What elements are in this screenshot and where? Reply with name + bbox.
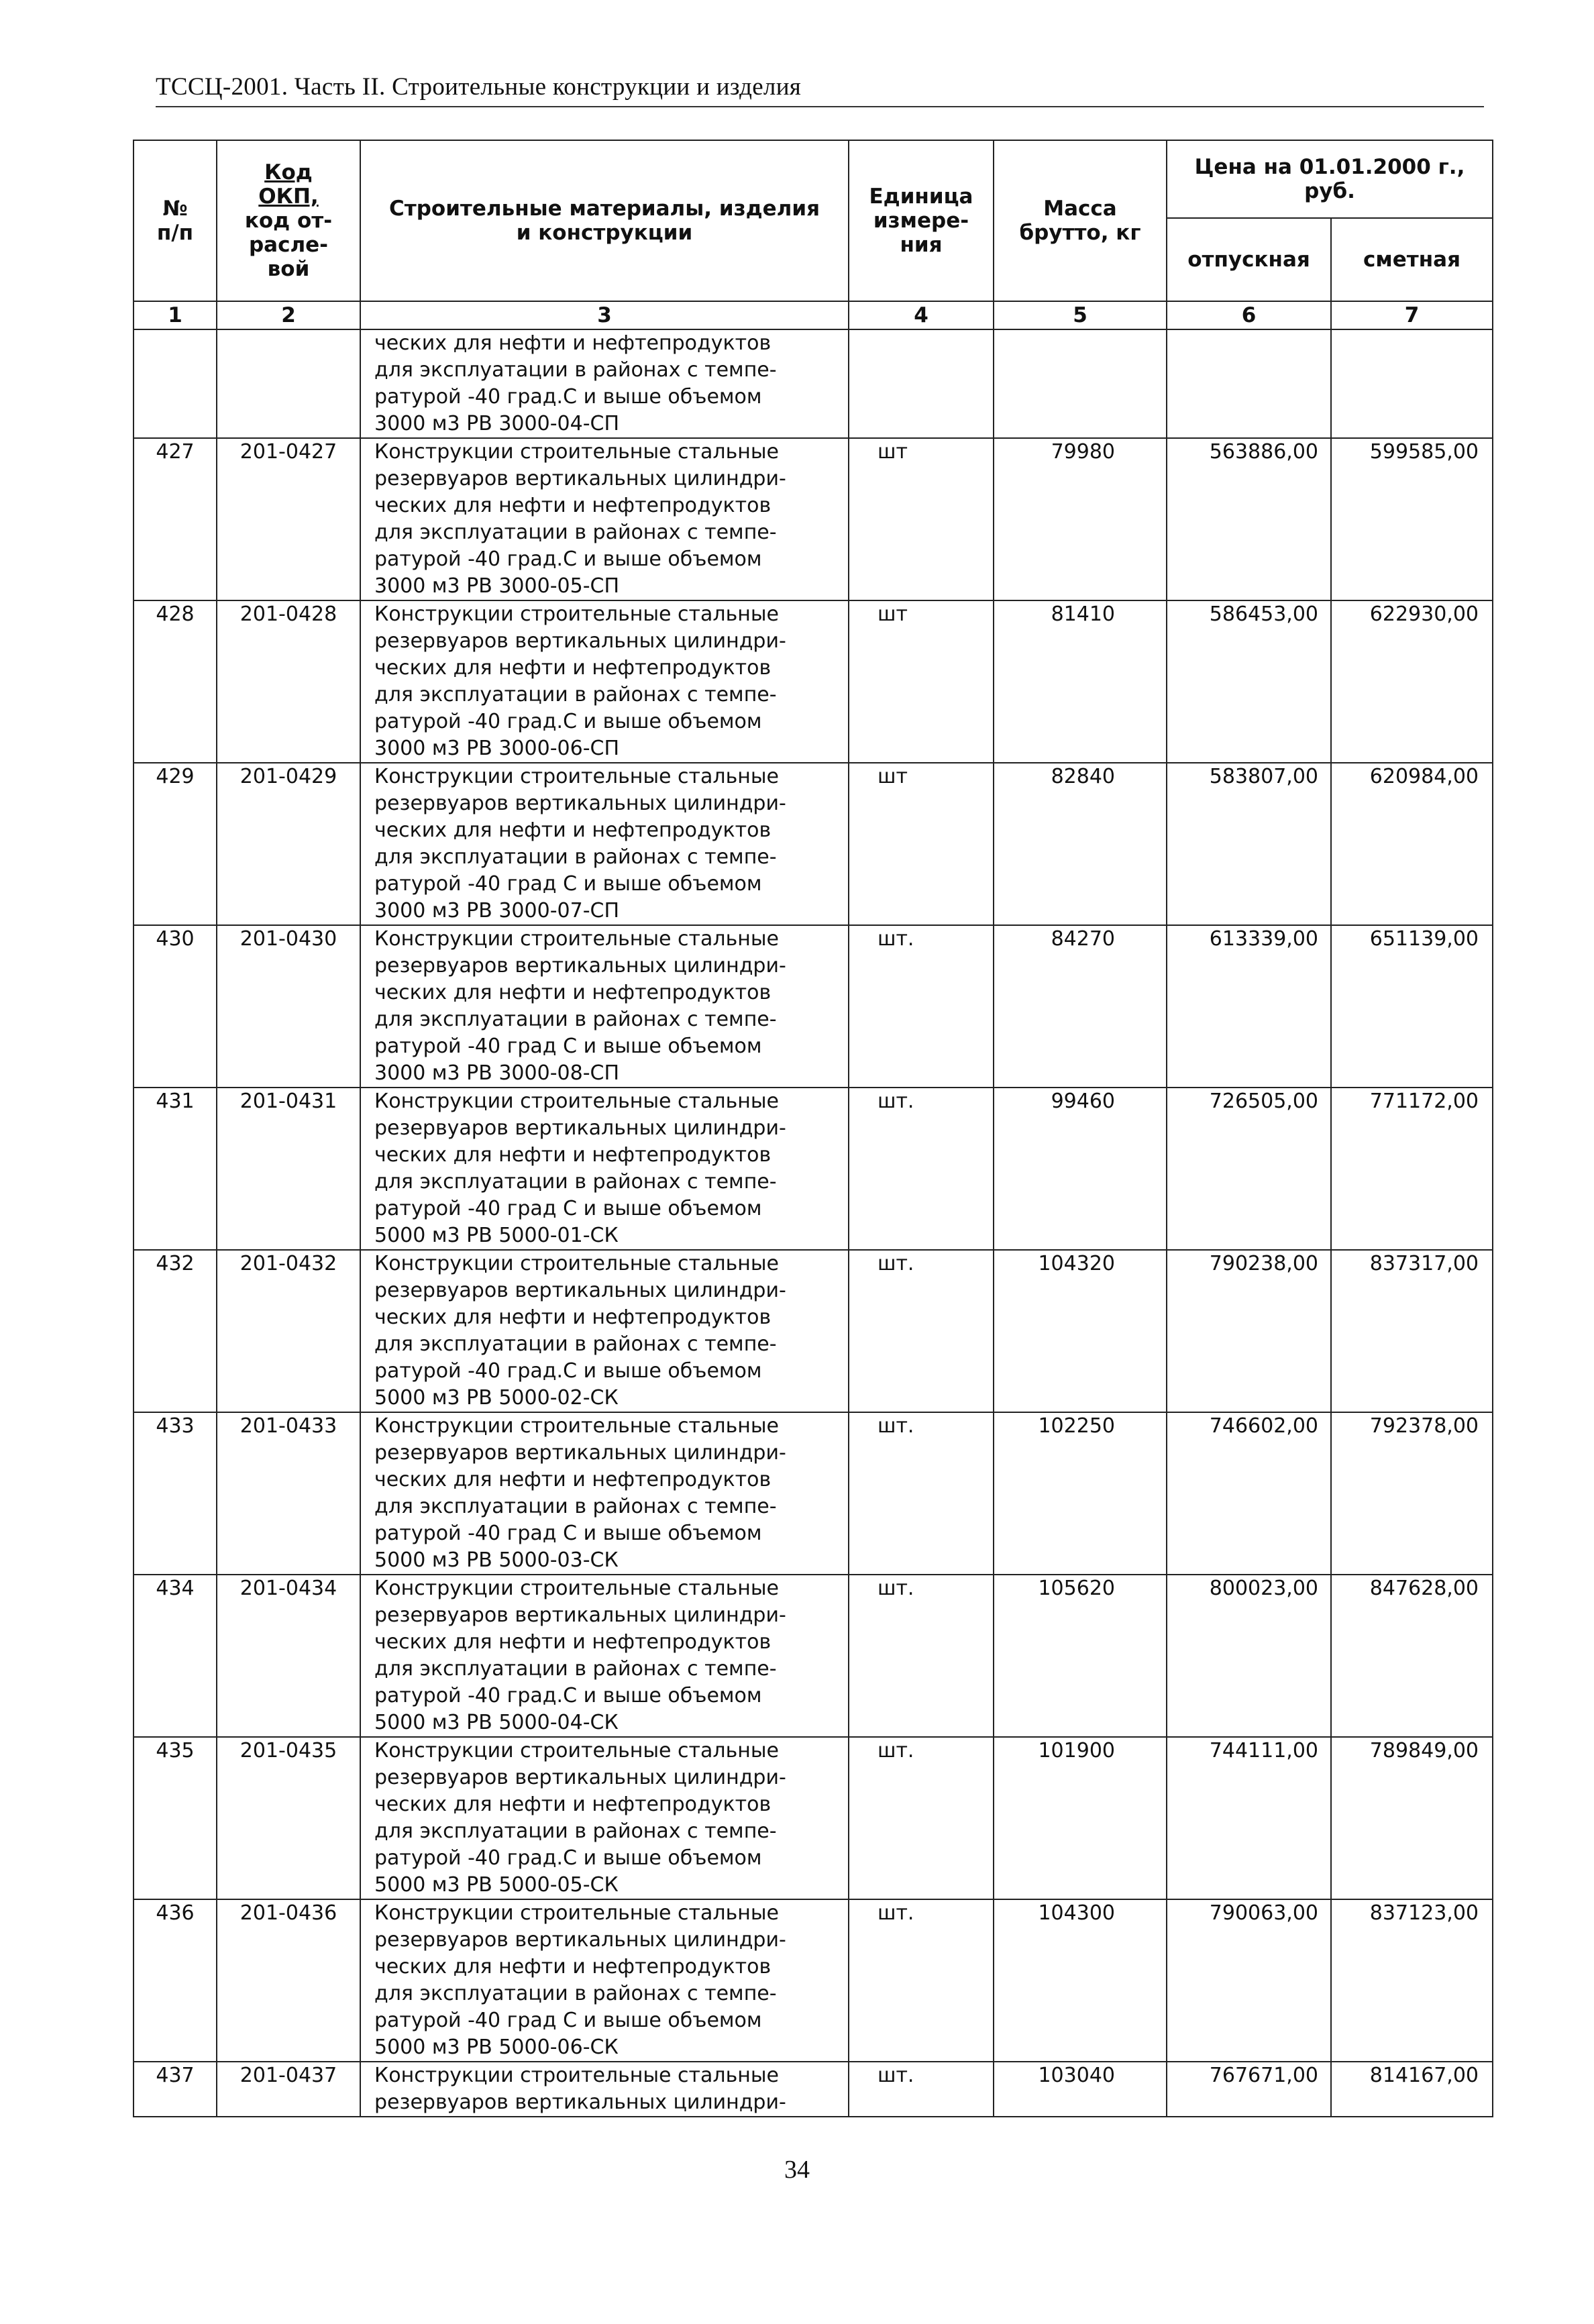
- description-line: ческих для нефти и нефтепродуктов: [374, 981, 772, 1004]
- table-row: [134, 1575, 1493, 1737]
- cell-unit: шт.: [849, 2062, 994, 2117]
- description-line: Конструкции строительные стальные: [374, 765, 780, 788]
- cell-mass: 104300: [994, 1899, 1167, 2062]
- description-line: ратурой -40 град С и выше объемом: [374, 1035, 762, 1058]
- description-line: резервуаров вертикальных цилиндри-: [374, 1279, 786, 1302]
- table-row: [134, 1737, 1493, 1899]
- description-line: ратурой -40 град.С и выше объемом: [374, 1359, 762, 1383]
- description-line: для эксплуатации в районах с темпе-: [374, 845, 777, 869]
- cell-price-estimate: 837317,00: [1331, 1250, 1493, 1412]
- description-line: 3000 м3 РВ 3000-08-СП: [374, 1061, 620, 1085]
- description-line: 5000 м3 РВ 5000-06-СК: [374, 2036, 619, 2059]
- cell-description: [360, 2062, 849, 2117]
- cell-code: 201-0432: [217, 1250, 360, 1412]
- description-line: 3000 м3 РВ 3000-04-СП: [374, 412, 620, 435]
- column-number-row: [134, 301, 1493, 329]
- column-number: 1: [134, 301, 217, 329]
- description-line: резервуаров вертикальных цилиндри-: [374, 1116, 786, 1140]
- cell-price-estimate: 622930,00: [1331, 600, 1493, 763]
- cell-num: 427: [134, 438, 217, 600]
- description-line: Конструкции строительные стальные: [374, 440, 780, 464]
- description-line: резервуаров вертикальных цилиндри-: [374, 1928, 786, 1952]
- description-line: Конструкции строительные стальные: [374, 1090, 780, 1113]
- cell-price-release: [1167, 329, 1331, 438]
- table-row: [134, 763, 1493, 925]
- cell-num: 433: [134, 1412, 217, 1575]
- cell-num: [134, 329, 217, 438]
- header-rule: [156, 106, 1484, 107]
- cell-price-release: 790238,00: [1167, 1250, 1331, 1412]
- cell-price-release: 746602,00: [1167, 1412, 1331, 1575]
- cell-code: 201-0437: [217, 2062, 360, 2117]
- description-line: резервуаров вертикальных цилиндри-: [374, 954, 786, 978]
- description-line: 3000 м3 РВ 3000-07-СП: [374, 899, 620, 922]
- description-line: Конструкции строительные стальные: [374, 2064, 780, 2087]
- cell-description: [360, 1575, 849, 1737]
- header-materials-line2: и конструкции: [516, 221, 693, 245]
- description-line: резервуаров вертикальных цилиндри-: [374, 1766, 786, 1789]
- header-code-line1: Код: [264, 160, 313, 184]
- cell-unit: [849, 329, 994, 438]
- cell-description: [360, 438, 849, 600]
- header-materials-line1: Строительные материалы, изделия: [388, 197, 820, 221]
- description-line: ратурой -40 град С и выше объемом: [374, 872, 762, 896]
- description-line: ческих для нефти и нефтепродуктов: [374, 818, 772, 842]
- cell-code: 201-0435: [217, 1737, 360, 1899]
- cell-code: 201-0427: [217, 438, 360, 600]
- description-line: Конструкции строительные стальные: [374, 1414, 780, 1438]
- description-line: для эксплуатации в районах с темпе-: [374, 1982, 777, 2005]
- header-materials: [360, 140, 849, 301]
- cell-num: 437: [134, 2062, 217, 2117]
- cell-unit: шт.: [849, 1250, 994, 1412]
- column-number: 2: [217, 301, 360, 329]
- table-header: [134, 140, 1493, 329]
- description-line: ратурой -40 град С и выше объемом: [374, 2009, 762, 2032]
- header-unit-line1: Единица: [869, 184, 973, 209]
- cell-price-estimate: 620984,00: [1331, 763, 1493, 925]
- description-line: для эксплуатации в районах с темпе-: [374, 683, 777, 706]
- description-line: Конструкции строительные стальные: [374, 1901, 780, 1925]
- cell-code: [217, 329, 360, 438]
- cell-price-release: 726505,00: [1167, 1088, 1331, 1250]
- description-line: 5000 м3 РВ 5000-05-СК: [374, 1873, 619, 1897]
- description-line: ратурой -40 град.С и выше объемом: [374, 1684, 762, 1707]
- cell-code: 201-0431: [217, 1088, 360, 1250]
- header-code-line2: ОКП,: [258, 184, 319, 209]
- cell-price-release: 613339,00: [1167, 925, 1331, 1088]
- description-line: ческих для нефти и нефтепродуктов: [374, 1955, 772, 1978]
- cell-price-release: 744111,00: [1167, 1737, 1331, 1899]
- description-line: ческих для нефти и нефтепродуктов: [374, 1468, 772, 1491]
- cell-unit: шт.: [849, 925, 994, 1088]
- description-line: для эксплуатации в районах с темпе-: [374, 1008, 777, 1031]
- cell-price-release: 790063,00: [1167, 1899, 1331, 2062]
- header-price-line2: руб.: [1304, 179, 1355, 203]
- table-row: [134, 1250, 1493, 1412]
- cell-code: 201-0436: [217, 1899, 360, 2062]
- column-number: 4: [849, 301, 994, 329]
- description-line: 5000 м3 РВ 5000-04-СК: [374, 1711, 619, 1734]
- cell-description: [360, 1899, 849, 2062]
- column-number: 5: [994, 301, 1167, 329]
- description-line: Конструкции строительные стальные: [374, 1577, 780, 1600]
- description-line: для эксплуатации в районах с темпе-: [374, 1657, 777, 1681]
- description-line: резервуаров вертикальных цилиндри-: [374, 629, 786, 653]
- cell-description: [360, 763, 849, 925]
- cell-unit: шт.: [849, 1412, 994, 1575]
- cell-unit: шт: [849, 763, 994, 925]
- description-line: ратурой -40 град С и выше объемом: [374, 1522, 762, 1545]
- cell-price-estimate: 771172,00: [1331, 1088, 1493, 1250]
- header-code-line3: код от-: [244, 209, 333, 233]
- description-line: ческих для нефти и нефтепродуктов: [374, 1793, 772, 1816]
- cell-price-release: 583807,00: [1167, 763, 1331, 925]
- cell-description: [360, 1412, 849, 1575]
- cell-price-estimate: 837123,00: [1331, 1899, 1493, 2062]
- cell-mass: 82840: [994, 763, 1167, 925]
- cell-mass: [994, 329, 1167, 438]
- running-head: ТССЦ-2001. Часть II. Строительные конструкции и изделия: [156, 73, 802, 101]
- header-unit: [849, 140, 994, 301]
- cell-code: 201-0430: [217, 925, 360, 1088]
- description-line: для эксплуатации в районах с темпе-: [374, 358, 777, 382]
- cell-price-estimate: 599585,00: [1331, 438, 1493, 600]
- cell-description: [360, 1737, 849, 1899]
- description-line: Конструкции строительные стальные: [374, 1739, 780, 1762]
- cell-price-release: 586453,00: [1167, 600, 1331, 763]
- table-row: [134, 1412, 1493, 1575]
- cell-price-estimate: 789849,00: [1331, 1737, 1493, 1899]
- cell-price-estimate: 814167,00: [1331, 2062, 1493, 2117]
- table-row: [134, 438, 1493, 600]
- header-num-bottom: п/п: [156, 221, 194, 245]
- header-price: [1167, 140, 1493, 218]
- description-line: Конструкции строительные стальные: [374, 927, 780, 951]
- cell-mass: 84270: [994, 925, 1167, 1088]
- price-table: [133, 140, 1493, 2117]
- table-row: [134, 2062, 1493, 2117]
- cell-num: 432: [134, 1250, 217, 1412]
- description-line: Конструкции строительные стальные: [374, 1252, 780, 1275]
- continuation-row: [134, 329, 1493, 438]
- cell-mass: 105620: [994, 1575, 1167, 1737]
- header-unit-line2: измере-: [873, 209, 969, 233]
- header-price-release: отпускная: [1167, 218, 1331, 301]
- description-line: для эксплуатации в районах с темпе-: [374, 1495, 777, 1518]
- description-line: 5000 м3 РВ 5000-02-СК: [374, 1386, 619, 1410]
- header-unit-line3: ния: [900, 233, 943, 257]
- cell-unit: шт.: [849, 1899, 994, 2062]
- cell-num: 428: [134, 600, 217, 763]
- header-code: [217, 140, 360, 301]
- description-line: ческих для нефти и нефтепродуктов: [374, 656, 772, 680]
- description-line: для эксплуатации в районах с темпе-: [374, 1819, 777, 1843]
- description-line: резервуаров вертикальных цилиндри-: [374, 467, 786, 490]
- header-code-line4: расле-: [248, 233, 329, 257]
- description-line: ратурой -40 град.С и выше объемом: [374, 547, 762, 571]
- cell-num: 429: [134, 763, 217, 925]
- description-line: 5000 м3 РВ 5000-03-СК: [374, 1548, 619, 1572]
- cell-num: 431: [134, 1088, 217, 1250]
- column-number: 3: [360, 301, 849, 329]
- cell-unit: шт: [849, 438, 994, 600]
- cell-code: 201-0428: [217, 600, 360, 763]
- description-line: для эксплуатации в районах с темпе-: [374, 1170, 777, 1194]
- description-line: для эксплуатации в районах с темпе-: [374, 521, 777, 544]
- cell-price-estimate: [1331, 329, 1493, 438]
- header-mass: [994, 140, 1167, 301]
- description-line: ческих для нефти и нефтепродуктов: [374, 1630, 772, 1654]
- description-line: ческих для нефти и нефтепродуктов: [374, 494, 772, 517]
- description-line: ратурой -40 град С и выше объемом: [374, 1197, 762, 1220]
- cell-unit: шт.: [849, 1575, 994, 1737]
- cell-mass: 79980: [994, 438, 1167, 600]
- description-line: 5000 м3 РВ 5000-01-СК: [374, 1224, 619, 1247]
- cell-price-release: 767671,00: [1167, 2062, 1331, 2117]
- description-line: Конструкции строительные стальные: [374, 602, 780, 626]
- cell-mass: 81410: [994, 600, 1167, 763]
- cell-code: 201-0433: [217, 1412, 360, 1575]
- cell-price-estimate: 792378,00: [1331, 1412, 1493, 1575]
- table-row: [134, 1899, 1493, 2062]
- header-num: [134, 140, 217, 301]
- table-body: [134, 329, 1493, 2117]
- header-price-line1: Цена на 01.01.2000 г.,: [1194, 155, 1465, 179]
- cell-description: [360, 1088, 849, 1250]
- header-num-top: №: [162, 197, 188, 221]
- cell-price-estimate: 651139,00: [1331, 925, 1493, 1088]
- cell-unit: шт.: [849, 1088, 994, 1250]
- description-line: 3000 м3 РВ 3000-06-СП: [374, 737, 620, 760]
- cell-mass: 102250: [994, 1412, 1167, 1575]
- cell-description: [360, 329, 849, 438]
- description-line: резервуаров вертикальных цилиндри-: [374, 2091, 786, 2114]
- cell-price-release: 800023,00: [1167, 1575, 1331, 1737]
- description-line: ратурой -40 град.С и выше объемом: [374, 1846, 762, 1870]
- description-line: резервуаров вертикальных цилиндри-: [374, 1441, 786, 1465]
- cell-code: 201-0434: [217, 1575, 360, 1737]
- description-line: для эксплуатации в районах с темпе-: [374, 1332, 777, 1356]
- page-number: 34: [784, 2156, 810, 2184]
- column-number: 7: [1331, 301, 1493, 329]
- table-row: [134, 600, 1493, 763]
- cell-unit: шт.: [849, 1737, 994, 1899]
- cell-mass: 99460: [994, 1088, 1167, 1250]
- cell-num: 435: [134, 1737, 217, 1899]
- cell-mass: 104320: [994, 1250, 1167, 1412]
- cell-description: [360, 925, 849, 1088]
- description-line: 3000 м3 РВ 3000-05-СП: [374, 574, 620, 598]
- description-line: ратурой -40 град.С и выше объемом: [374, 710, 762, 733]
- header-price-estimate: сметная: [1331, 218, 1493, 301]
- cell-mass: 101900: [994, 1737, 1167, 1899]
- cell-mass: 103040: [994, 2062, 1167, 2117]
- column-number: 6: [1167, 301, 1331, 329]
- header-mass-line2: брутто, кг: [1019, 221, 1141, 245]
- header-mass-line1: Масса: [1043, 197, 1117, 221]
- description-line: ческих для нефти и нефтепродуктов: [374, 331, 772, 355]
- cell-num: 434: [134, 1575, 217, 1737]
- header-code-line5: вой: [267, 257, 310, 281]
- description-line: ратурой -40 град.С и выше объемом: [374, 385, 762, 409]
- cell-code: 201-0429: [217, 763, 360, 925]
- description-line: ческих для нефти и нефтепродуктов: [374, 1306, 772, 1329]
- cell-description: [360, 1250, 849, 1412]
- cell-price-release: 563886,00: [1167, 438, 1331, 600]
- cell-num: 436: [134, 1899, 217, 2062]
- cell-description: [360, 600, 849, 763]
- description-line: ческих для нефти и нефтепродуктов: [374, 1143, 772, 1167]
- cell-num: 430: [134, 925, 217, 1088]
- cell-price-estimate: 847628,00: [1331, 1575, 1493, 1737]
- table-row: [134, 925, 1493, 1088]
- description-line: резервуаров вертикальных цилиндри-: [374, 792, 786, 815]
- table-row: [134, 1088, 1493, 1250]
- description-line: резервуаров вертикальных цилиндри-: [374, 1603, 786, 1627]
- cell-unit: шт: [849, 600, 994, 763]
